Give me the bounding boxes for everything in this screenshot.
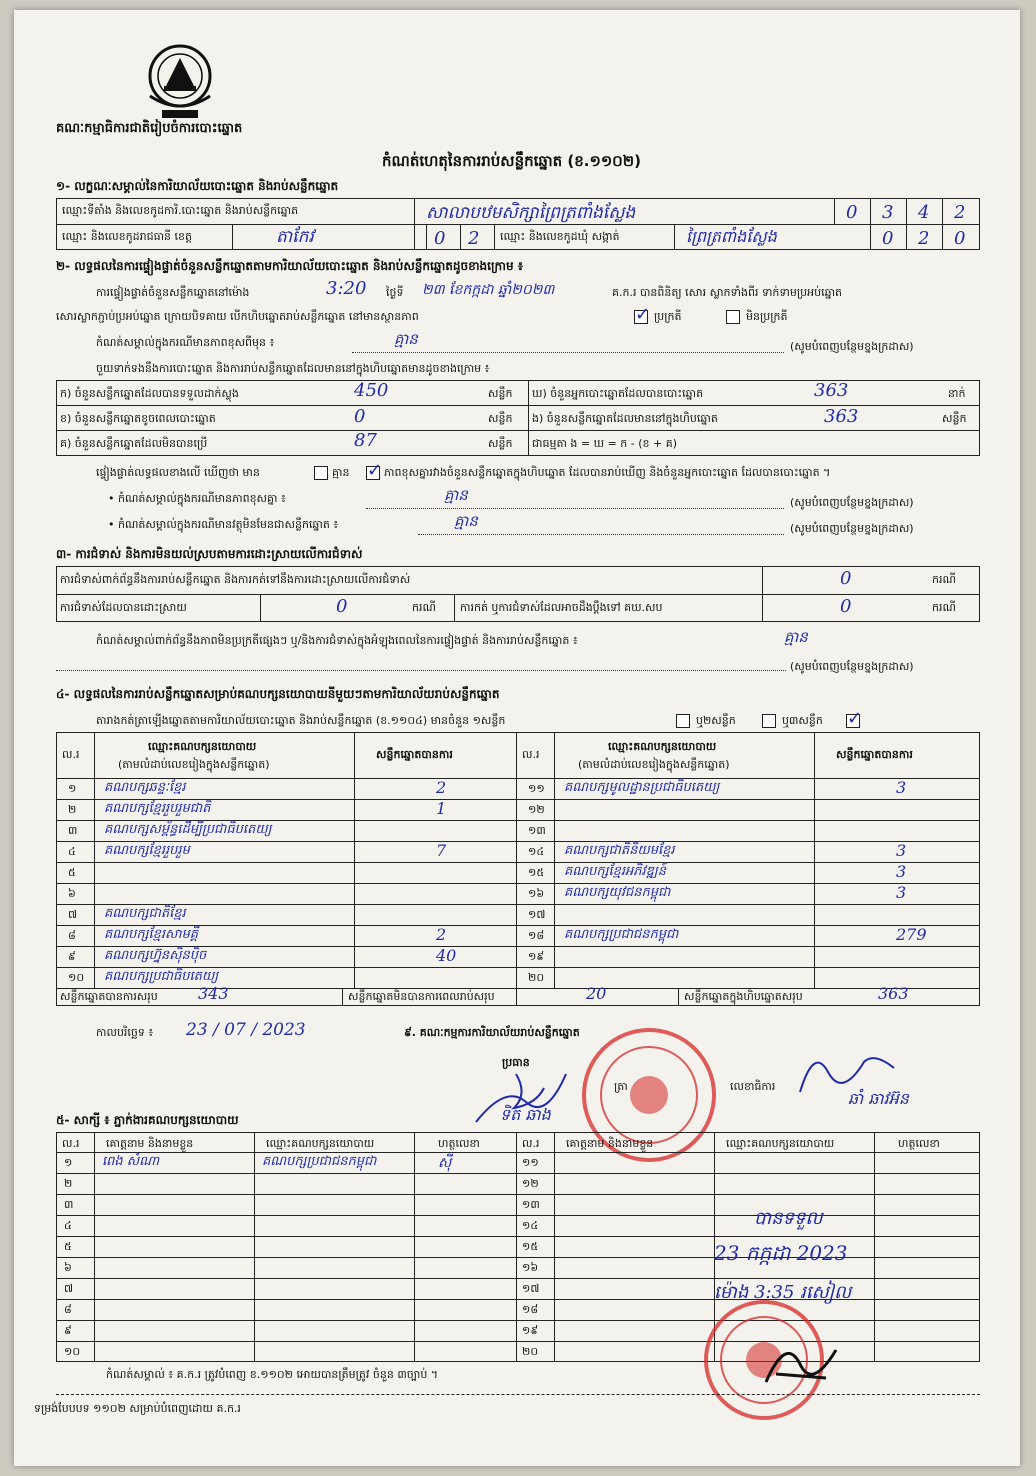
table-row-divider	[56, 1173, 980, 1174]
table-row-divider	[516, 820, 980, 821]
objection-r3-unit: ករណី	[932, 601, 956, 614]
result-row-party: គណបក្សខ្មែររួបរួមជាតិ	[104, 801, 211, 816]
table-row-divider	[516, 799, 980, 800]
witness-row-no: ១	[64, 1156, 73, 1169]
section3-note-hint: (សូមបំពេញបន្ថែមខ្នងក្រដាស)	[790, 660, 914, 673]
result-row-votes: 1	[436, 799, 447, 818]
location-code-3: 4	[918, 202, 930, 223]
result-row-votes: 3	[896, 778, 907, 797]
org-name: គណៈកម្មាធិការជាតិរៀបចំការបោះឆ្នោត	[56, 121, 243, 136]
receipt-line2: 23 កក្កដា 2023	[714, 1241, 848, 1265]
result-row-no: ២	[68, 803, 77, 816]
section3-note-label: កំណត់សម្គាល់ពាក់ព័ន្ធនឹងភាពមិនប្រក្រតីផ្សេងៗ ឬ/និងការជំទាស់ក្នុងអំឡុងពេលនៃការផ្ទៀងផ្ទាត់ និងការរាប់សន្លឹកឆ្នោត ៖	[96, 634, 578, 647]
result-row-no: ៤	[68, 845, 76, 858]
result-row-votes: 3	[896, 862, 907, 881]
count-e-unit: សន្លឹក	[942, 412, 967, 425]
note2-hint: (សូមបំពេញបន្ថែមខ្នងក្រដាស)	[790, 496, 914, 509]
note3-label: • កំណត់សម្គាល់ក្នុងករណីមានវត្ថុមិនមែនជាសន្លឹកឆ្នោត ៖	[108, 518, 339, 531]
document-page	[14, 10, 1020, 1466]
results-col-party-right: ឈ្មោះគណបក្សនយោបាយ	[608, 740, 717, 753]
result-row-no: ១០	[68, 971, 85, 984]
check-mark-icon: ✓	[847, 708, 863, 729]
section1-heading: ១- លក្ខណៈសម្គាល់នៃការិយាល័យបោះឆ្នោត និងរាប់សន្លឹកឆ្នោត	[56, 179, 339, 193]
chair-name: ទិត ឆាង	[500, 1105, 551, 1124]
witness-col-sign-right: ហត្ថលេខា	[898, 1137, 940, 1150]
result-row-votes: 279	[896, 925, 927, 944]
witness-row-no: ១៤	[522, 1219, 539, 1232]
province-value: តាកែវ	[276, 227, 314, 247]
commune-value: ព្រៃត្រពាំងស្លែង	[686, 227, 777, 246]
note1-value: គ្មាន	[394, 330, 418, 348]
count-d-unit: នាក់	[948, 387, 966, 400]
status-abnormal-label: មិនប្រក្រតី	[746, 310, 788, 323]
receipt-line3: ម៉ោង 3:35 រសៀល	[714, 1282, 852, 1303]
results-col-votes-left: សន្លឹកឆ្នោតបានការ	[376, 748, 453, 761]
total-valid-label: សន្លឹកឆ្នោតបានការសរុប	[60, 990, 158, 1003]
chair-label: ប្រធាន	[502, 1056, 530, 1069]
status-normal-label: ប្រក្រតី	[654, 310, 682, 323]
result-row-no: ៣	[68, 824, 78, 837]
objection-r3-value: 0	[840, 596, 852, 617]
note1-hint: (សូមបំពេញបន្ថែមខ្នងក្រដាស)	[790, 340, 914, 353]
verify-day-label: ថ្ងៃទី	[386, 286, 404, 299]
result-row-no: ១២	[528, 803, 545, 816]
table-row-divider	[56, 862, 516, 863]
result-row-party: គណបក្សសម្ព័ន្ធដើម្បីប្រជាធិបតេយ្យ	[104, 822, 272, 837]
witness-row-no: ២០	[522, 1345, 539, 1358]
witness-row-no: ១៧	[522, 1282, 540, 1295]
table-row-divider	[56, 1278, 980, 1279]
result-row-no: ១៦	[528, 887, 545, 900]
formula: ជាធម្មតា ង = ឃ = ក - (ខ + គ)	[532, 437, 677, 450]
result-row-no: ១៣	[528, 824, 546, 837]
result-row-no: ១៨	[528, 929, 545, 942]
section2-heading: ២- លទ្ធផលនៃការផ្ទៀងផ្ទាត់ចំនួនសន្លឹកឆ្នោតតាមការិយាល័យបោះឆ្នោត និងរាប់សន្លឹកឆ្នោតដូចខាងក្រោម ៖	[56, 259, 524, 273]
count-c-value: 87	[354, 430, 377, 451]
footer-note: កំណត់សម្គាល់ ៖ គ.ក.រ ត្រូវបំពេញ ខ.១១០២ អោយបានត្រឹមត្រូវ ចំនួន ៣ច្បាប់ ។	[106, 1368, 439, 1381]
witness-row-no: ១៣	[522, 1198, 540, 1211]
witness-row-no: ១១	[522, 1156, 539, 1169]
table-row-divider	[56, 1236, 980, 1237]
result-row-no: ៧	[68, 908, 78, 921]
verify-time-value: 3:20	[326, 278, 367, 299]
witness-row-no: ៨	[64, 1303, 72, 1316]
diff-yes-checkbox[interactable]	[314, 466, 328, 480]
objection-r2-value: 0	[336, 596, 348, 617]
note2-label: • កំណត់សម្គាល់ក្នុងករណីមានភាពខុសគ្នា ៖	[108, 492, 286, 505]
secretary-label: លេខាធិការ	[730, 1080, 776, 1093]
counts-intro: ចួយទាក់ទងនឹងការបោះឆ្នោត និងការរាប់សន្លឹកឆ្នោតដែលមាននៅក្នុងហិបឆ្នោតមានដូចខាងក្រោម ៖	[96, 362, 490, 375]
result-row-no: ១	[68, 782, 77, 795]
table-row-divider	[516, 946, 980, 947]
result-row-no: ១៩	[528, 950, 545, 963]
result-row-votes: 2	[436, 778, 447, 797]
witness-row-no: ៤	[64, 1219, 72, 1232]
witness-row-no: ៣	[64, 1198, 74, 1211]
count-a-label: ក) ចំនួនសន្លឹកឆ្នោតដែលបានទទួលដាក់ស្លុង	[60, 387, 239, 400]
section3-heading: ៣- ការជំទាស់ និងការមិនយល់ស្របតាមការដោះស្រាយលើការជំទាស់	[56, 547, 363, 561]
result-row-votes: 3	[896, 841, 907, 860]
witness-row-no: ១៩	[522, 1324, 539, 1337]
sheets-1-checkbox[interactable]	[676, 714, 690, 728]
count-e-value: 363	[824, 406, 859, 427]
date-label: កាលបរិច្ឆេទ ៖	[96, 1026, 154, 1039]
location-value: សាលាបឋមសិក្សាព្រៃត្រពាំងស្លែង	[426, 203, 636, 223]
table-row-divider	[56, 1215, 980, 1216]
result-row-party: គណបក្សជាតិនិយមខ្មែរ	[564, 843, 675, 858]
witness-row-name: ពេង សំណា	[102, 1154, 160, 1169]
section3-note-value: គ្មាន	[784, 628, 808, 646]
section4-heading: ៤- លទ្ធផលនៃការរាប់សន្លឹកឆ្នោតសម្រាប់គណបក្សនយោបាយនីមួយៗតាមការិយាល័យរាប់សន្លឹកឆ្នោត	[56, 687, 500, 701]
result-row-votes: 7	[436, 841, 447, 860]
section5-heading: ៥- សាក្សី ៖ ភ្នាក់ងារគណបក្សនយោបាយ	[56, 1113, 239, 1127]
count-b-unit: សន្លឹក	[488, 412, 513, 425]
count-c-label: គ) ចំនួនសន្លឹកឆ្នោតដែលមិនបានប្រើ	[60, 437, 208, 450]
province-code-1: 0	[434, 228, 446, 249]
total-valid-value: 343	[198, 984, 229, 1003]
count-e-label: ង) ចំនួនសន្លឹកឆ្នោតដែលមាននៅក្នុងហិបឆ្នោត	[532, 412, 718, 425]
result-row-party: គណបក្សប្រជាធិបតេយ្យ	[104, 969, 219, 984]
total-invalid-label: សន្លឹកឆ្នោតមិនបានការពេលរាប់សរុប	[348, 990, 495, 1003]
result-row-no: ១៥	[528, 866, 545, 879]
secretary-name: ឆាំ ឆាវអ៊ន	[848, 1089, 909, 1108]
table-row-divider	[516, 904, 980, 905]
emblem-logo	[142, 40, 218, 124]
witness-row-party: គណបក្សប្រជាជនកម្ពុជា	[262, 1154, 377, 1169]
results-col-no-left: ល.រ	[62, 748, 80, 761]
witness-row-no: ៧	[64, 1282, 74, 1295]
diff-none-label: គ្មាន	[332, 466, 350, 479]
commune-label: ឈ្មោះ និងលេខកូដឃុំ សង្កាត់	[500, 230, 620, 243]
location-code-4: 2	[954, 202, 966, 223]
witness-row-no: ១៦	[522, 1261, 539, 1274]
location-code-1: 0	[846, 202, 858, 223]
total-box-label: សន្លឹកឆ្នោតក្នុងហិបឆ្នោតសរុប	[684, 990, 803, 1003]
objection-r2-label: ការជំទាស់ដែលបានដោះស្រាយ	[60, 601, 187, 614]
objection-r1-value: 0	[840, 568, 852, 589]
note2-value: គ្មាន	[444, 486, 468, 504]
document-title: កំណត់ហេតុនៃការរាប់សន្លឹកឆ្នោត (ខ.១១០២)	[382, 152, 642, 170]
witness-row-no: ២	[64, 1177, 73, 1190]
result-row-party: គណបក្សជាតិខ្មែរ	[104, 906, 186, 921]
objection-r1-label: ការជំទាស់ពាក់ព័ន្ធនឹងការរាប់សន្លឹកឆ្នោត និងការកត់ទៅនឹងការដោះស្រាយលើការជំទាស់	[60, 573, 411, 586]
result-row-party: គណបក្សខ្មែរសាមគ្គី	[104, 927, 199, 942]
status-abnormal-checkbox[interactable]	[726, 310, 740, 324]
result-row-no: ៨	[68, 929, 76, 942]
result-row-no: ១៤	[528, 845, 545, 858]
objection-r2-unit: ករណី	[412, 601, 436, 614]
result-row-votes: 2	[436, 925, 447, 944]
check-mark-icon: ✓	[367, 460, 383, 481]
result-row-party: គណបក្សខ្មែរអភិវឌ្ឍន៍	[564, 864, 667, 879]
verify-time-label: ការផ្ទៀងផ្ទាត់ចំនួនសន្លឹកឆ្នោតនៅម៉ោង	[96, 286, 250, 299]
table-row-divider	[56, 1320, 980, 1321]
province-code-2: 2	[468, 228, 480, 249]
result-row-votes: 3	[896, 883, 907, 902]
result-row-no: ៩	[68, 950, 76, 963]
result-row-votes: 40	[436, 946, 457, 965]
note3-hint: (សូមបំពេញបន្ថែមខ្នងក្រដាស)	[790, 522, 914, 535]
verify-line-end: គ.ក.រ បានពិនិត្យ សោរ ស្លាកទាំងពីរ ទាក់ទាមប្រអប់ឆ្នោត	[612, 286, 843, 299]
witness-row-no: ៥	[64, 1240, 72, 1253]
result-row-party: គណបក្សមូលដ្ឋានប្រជាធិបតេយ្យ	[564, 780, 720, 795]
witness-col-name-left: គោត្តនាម និងនាមខ្លួន	[106, 1137, 194, 1150]
count-b-label: ខ) ចំនួនសន្លឹកឆ្នោតខូចពេលបោះឆ្នោត	[60, 412, 216, 425]
footer-form-id: ទម្រង់បែបបទ ១១០២ សម្រាប់បំពេញដោយ គ.ក.រ	[34, 1402, 241, 1415]
seal-line: សោរស្លាកភ្ជាប់ប្រអប់ឆ្នោត ក្រោយបិទគាយ បើកហិបឆ្នោតរាប់សន្លឹកឆ្នោត នៅមានស្ថានភាព	[56, 310, 419, 323]
sheets-2-checkbox[interactable]	[762, 714, 776, 728]
witness-row-no: ៦	[64, 1261, 72, 1274]
witness-row-sign: ស៊ី	[438, 1155, 452, 1171]
witness-col-name-right: គោត្តនាម និងនាមខ្លួន	[566, 1137, 654, 1150]
date-value: 23 / 07 / 2023	[186, 1020, 306, 1040]
committee-heading: ៩. គណៈកម្មការការិយាល័យរាប់សន្លឹកឆ្នោត	[404, 1026, 580, 1039]
result-row-no: ៥	[68, 866, 76, 879]
witness-row-no: ១៨	[522, 1303, 539, 1316]
sheets-3-label: ឬ៣សន្លឹក	[782, 714, 823, 727]
total-box-value: 363	[878, 984, 909, 1003]
result-row-no: ២០	[528, 971, 545, 984]
count-b-value: 0	[354, 406, 366, 427]
sheets-2-label: ឬ២សន្លឹក	[696, 714, 736, 727]
objection-r3-label: ការកត់ ឬការជំទាស់ដែលអាចដឹងប្តឹងទៅ គឃ.សប	[460, 601, 663, 614]
result-row-no: ១៧	[528, 908, 546, 921]
count-a-value: 450	[354, 380, 389, 401]
verify-date-value: ២៣ ខែកក្កដា ឆ្នាំ២០២៣	[422, 282, 555, 298]
result-row-no: ១១	[528, 782, 545, 795]
section4-sub: តារាងកត់ត្រាឡើងឆ្នោតតាមការិយាល័យបោះឆ្នោត និងរាប់សន្លឹកឆ្នោត (ខ.១១០៤) មានចំនួន ១សន្លឹក	[96, 714, 506, 727]
result-row-party: គណបក្សយុវជនកម្ពុជា	[564, 885, 671, 900]
results-col-votes-right: សន្លឹកឆ្នោតបានការ	[836, 748, 913, 761]
location-code-2: 3	[882, 202, 894, 223]
receipt-signature	[756, 1334, 846, 1394]
table-row-divider	[56, 1194, 980, 1195]
commune-code-3: 0	[954, 228, 966, 249]
table-row-divider	[56, 883, 516, 884]
result-row-party: គណបក្សខ្មែររួបរួម	[104, 843, 190, 858]
witness-row-no: ១២	[522, 1177, 539, 1190]
result-row-party: គណបក្សហ្វ៊ុនស៊ិនប៉ិច	[104, 948, 207, 963]
witness-col-no-left: ល.រ	[62, 1137, 80, 1150]
count-c-unit: សន្លឹក	[488, 437, 513, 450]
witness-row-no: ១០	[64, 1345, 81, 1358]
results-col-party-sub-right: (តាមលំដាប់លេខរៀងក្នុងសន្លឹកឆ្នោត)	[578, 758, 730, 771]
result-row-party: គណបក្សឆន្ទៈខ្មែរ	[104, 780, 186, 795]
commune-code-1: 0	[882, 228, 894, 249]
province-label: ឈ្មោះ និងលេខកូដរាជធានី ខេត្ត	[62, 230, 192, 243]
result-row-party: គណបក្សប្រជាជនកម្ពុជា	[564, 927, 679, 942]
witness-col-sign-left: ហត្ថលេខា	[438, 1137, 480, 1150]
witness-col-party-left: ឈ្មោះគណបក្សនយោបាយ	[266, 1137, 375, 1150]
results-col-party-left: ឈ្មោះគណបក្សនយោបាយ	[148, 740, 257, 753]
total-invalid-value: 20	[586, 984, 607, 1003]
count-d-label: ឃ) ចំនួនអ្នកបោះឆ្នោតដែលបានបោះឆ្នោត	[532, 387, 704, 400]
commune-code-2: 2	[918, 228, 930, 249]
results-col-party-sub-left: (តាមលំដាប់លេខរៀងក្នុងសន្លឹកឆ្នោត)	[118, 758, 270, 771]
objection-r1-unit: ករណី	[932, 573, 956, 586]
witness-row-no: ១៥	[522, 1240, 539, 1253]
results-col-no-right: ល.រ	[522, 748, 540, 761]
check-line: ផ្ទៀងផ្ទាត់លទ្ធផលខាងលើ ឃើញថា មាន	[96, 466, 260, 479]
check-mark-icon: ✓	[635, 304, 651, 325]
note1-label: កំណត់សម្គាល់ក្នុងករណីមានភាពខុសពីមុន ៖	[96, 336, 275, 349]
location-label: ឈ្មោះទីតាំង និងលេខកូដការិ.បោះឆ្នោត និងរាប់សន្លឹកឆ្នោត	[62, 204, 299, 217]
count-a-unit: សន្លឹក	[488, 387, 513, 400]
note3-value: គ្មាន	[454, 512, 478, 530]
receipt-line1: បានទទួល	[754, 1208, 823, 1229]
result-row-no: ៦	[68, 887, 76, 900]
seal-label: ត្រា	[614, 1080, 628, 1093]
check-line-2: ភាពខុសគ្នារវាងចំនួនសន្លឹកឆ្នោតក្នុងហិបឆ្នោត ដែលបានរាប់ឃើញ និងចំនួនអ្នកបោះឆ្នោត ដែលបានបោះឆ្នោត ។	[384, 466, 831, 479]
witness-col-no-right: ល.រ	[522, 1137, 540, 1150]
witness-row-no: ៩	[64, 1324, 72, 1337]
witness-col-party-right: ឈ្មោះគណបក្សនយោបាយ	[726, 1137, 835, 1150]
table-row-divider	[516, 967, 980, 968]
count-d-value: 363	[814, 380, 849, 401]
